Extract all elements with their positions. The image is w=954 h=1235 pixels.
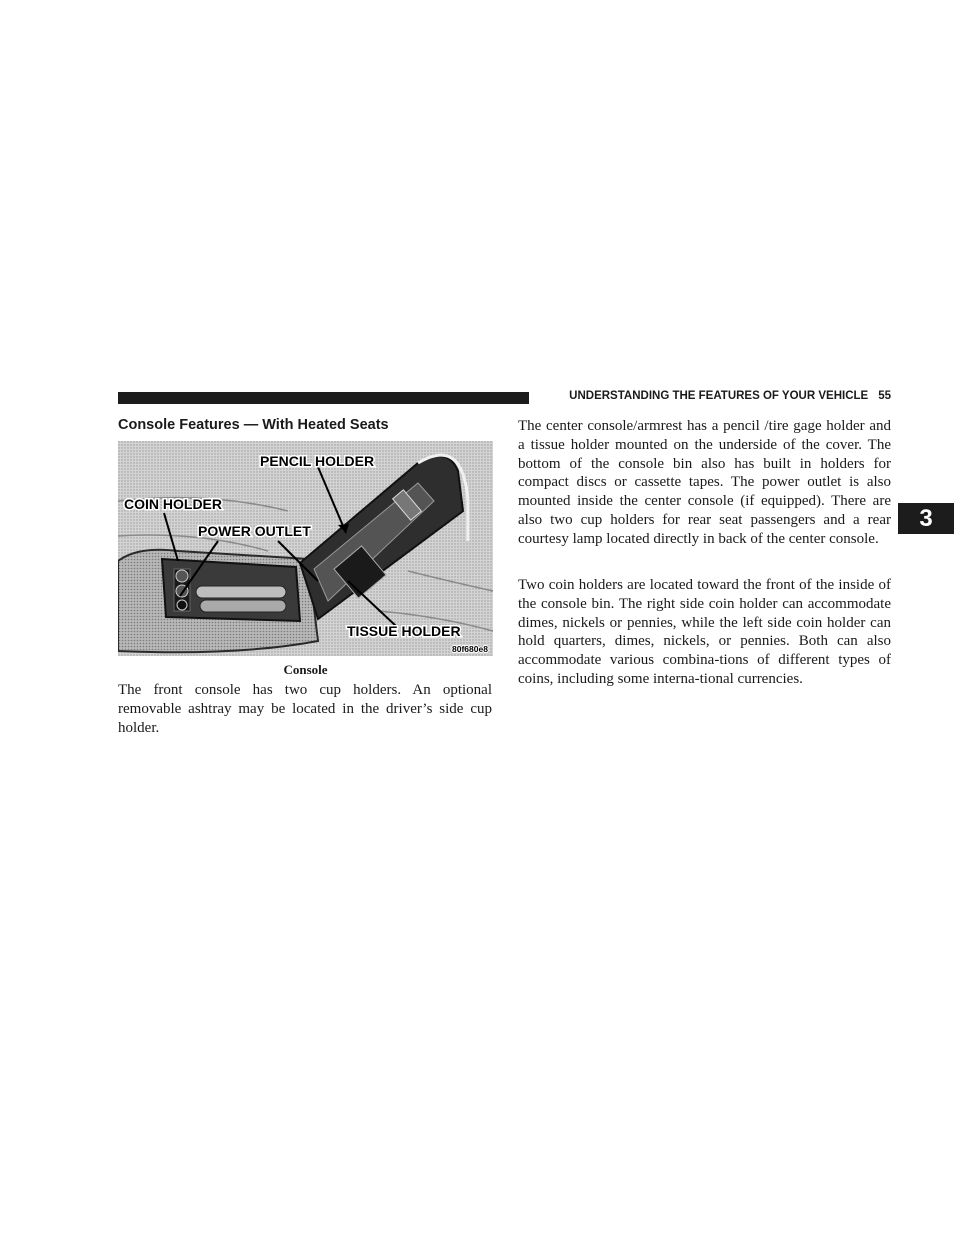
- pencil-holder-label: PENCIL HOLDER: [260, 453, 375, 469]
- tissue-holder-label: TISSUE HOLDER: [347, 623, 461, 639]
- section-heading: Console Features — With Heated Seats: [118, 417, 389, 433]
- running-header: [538, 390, 891, 402]
- console-illustration: [118, 441, 493, 656]
- console-figure: [118, 441, 493, 656]
- page-number: 55: [878, 390, 891, 402]
- front-console-paragraph: The front console has two cup holders. An optional removable ashtray may be located in the driver’s side cup holder.: [118, 682, 492, 736]
- coin-holders-paragraph: Two coin holders are located toward the front of the inside of the console bin. The right side coin holder can accommodate dimes, nickels or pennies, while the left side coin holder can hold quarters, dimes, nickels, or pennies. Both can also accommodate various combina-tions of different types of coins, including some interna-tional currencies.: [518, 577, 891, 687]
- header-rule-bar: [118, 392, 529, 404]
- center-console-paragraph: The center console/armrest has a pencil /tire gage holder and a tissue holder mounted on the underside of the cover. The bottom of the console bin also has built in holders for compact discs or cassette tapes. The power outlet is also mounted inside the center console (if equipped). There are also two cup holders for rear seat passengers and a rear courtesy lamp located directly in back of the center console.: [518, 418, 891, 547]
- power-outlet-label: POWER OUTLET: [198, 523, 311, 539]
- chapter-tab: 3: [898, 503, 954, 534]
- running-title: UNDERSTANDING THE FEATURES OF YOUR VEHICLE: [569, 390, 869, 402]
- figure-caption: Console: [283, 662, 328, 677]
- figure-code: 80f680e8: [452, 644, 488, 654]
- coin-holder-label: COIN HOLDER: [124, 496, 222, 512]
